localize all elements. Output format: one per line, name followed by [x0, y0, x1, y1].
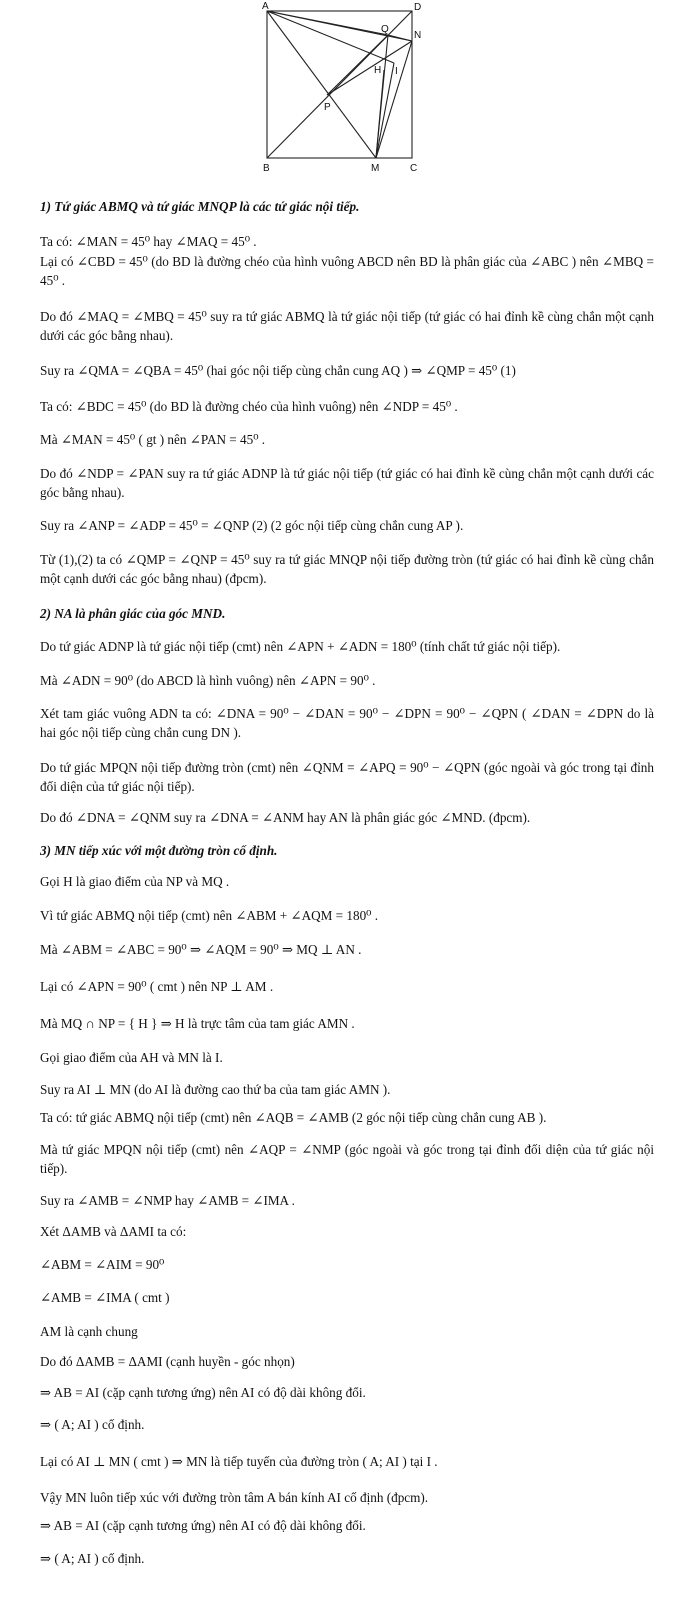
label-m: M: [371, 163, 380, 174]
segment-qn: [388, 35, 412, 41]
section-heading: 2) NA là phân giác của góc MND.: [40, 606, 226, 621]
segment-pn: [327, 41, 412, 95]
label-c: C: [410, 163, 418, 174]
paragraph-line: Lại có ∠APN = 90⁰ ( cmt ) nên NP ⊥ AM .: [40, 979, 274, 994]
paragraph-line: Mà ∠ADN = 90⁰ (do ABCD là hình vuông) nên ∠APN = 90⁰ .: [40, 673, 376, 688]
geometry-figure: [262, 0, 424, 178]
paragraph-line: Do đó ΔAMB = ΔAMI (cạnh huyền - góc nhọn): [40, 1354, 295, 1369]
paragraph-line: Ta có: ∠MAN = 45⁰ hay ∠MAQ = 45⁰ .: [40, 234, 257, 249]
paragraph-line: ⇒ AB = AI (cặp cạnh tương ứng) nên AI có độ dài không đổi.: [40, 1385, 366, 1400]
section-heading: 1) Tứ giác ABMQ và tứ giác MNQP là các tứ giác nội tiếp.: [40, 199, 360, 214]
paragraph-line: ∠AMB = ∠IMA ( cmt ): [40, 1290, 170, 1305]
paragraph-line: Ta có: ∠BDC = 45⁰ (do BD là đường chéo của hình vuông) nên ∠NDP = 45⁰ .: [40, 399, 458, 414]
paragraph-line: Suy ra ∠AMB = ∠NMP hay ∠AMB = ∠IMA .: [40, 1193, 295, 1208]
paragraph-line: Xét tam giác vuông ADN ta có: ∠DNA = 90⁰ − ∠DAN = 90⁰ − ∠DPN = 90⁰ − ∠QPN ( ∠DAN = ∠DPN do là hai góc nội tiếp cùng chắn cung DN ).: [40, 706, 654, 740]
paragraph-line: ⇒ ( A; AI ) cố định.: [40, 1417, 145, 1432]
paragraph-line: Vì tứ giác ABMQ nội tiếp (cmt) nên ∠ABM + ∠AQM = 180⁰ .: [40, 908, 379, 923]
paragraph-line: Do tứ giác ADNP là tứ giác nội tiếp (cmt) nên ∠APN + ∠ADN = 180⁰ (tính chất tứ giác nội tiếp).: [40, 639, 561, 654]
label-n: N: [414, 30, 422, 41]
label-q: Q: [381, 24, 389, 35]
paragraph-line: ⇒ ( A; AI ) cố định.: [40, 1551, 145, 1566]
paragraph-line: Do đó ∠DNA = ∠QNM suy ra ∠DNA = ∠ANM hay AN là phân giác góc ∠MND. (đpcm).: [40, 810, 531, 825]
label-d: D: [414, 2, 422, 13]
paragraph-line: AM là cạnh chung: [40, 1324, 138, 1339]
paragraph-line: Từ (1),(2) ta có ∠QMP = ∠QNP = 45⁰ suy ra tứ giác MNQP nội tiếp đường tròn (tứ giác có hai đỉnh kề cùng chắn một cạnh dưới các góc bằng nhau) (đpcm).: [40, 552, 654, 586]
paragraph-line: Do đó ∠MAQ = ∠MBQ = 45⁰ suy ra tứ giác ABMQ là tứ giác nội tiếp (tứ giác có hai đỉnh kề cùng chắn một cạnh dưới các góc bằng nhau).: [40, 309, 654, 343]
paragraph-line: Mà tứ giác MPQN nội tiếp (cmt) nên ∠AQP = ∠NMP (góc ngoài và góc trong tại đỉnh đối diện của tứ giác nội tiếp).: [40, 1142, 654, 1176]
paragraph-line: Gọi H là giao điểm của NP và MQ .: [40, 874, 230, 889]
paragraph-line: Do đó ∠NDP = ∠PAN suy ra tứ giác ADNP là tứ giác nội tiếp (tứ giác có hai đỉnh kề cùng chắn một cạnh dưới các góc bằng nhau).: [40, 466, 654, 500]
label-b: B: [263, 163, 270, 174]
paragraph-line: Mà ∠ABM = ∠ABC = 90⁰ ⇒ ∠AQM = 90⁰ ⇒ MQ ⊥ AN .: [40, 942, 362, 957]
paragraph-line: Lại có AI ⊥ MN ( cmt ) ⇒ MN là tiếp tuyến của đường tròn ( A; AI ) tại I .: [40, 1454, 438, 1469]
paragraph-line: ⇒ AB = AI (cặp cạnh tương ứng) nên AI có độ dài không đổi.: [40, 1518, 366, 1533]
label-h: H: [374, 65, 382, 76]
paragraph-line: Gọi giao điểm của AH và MN là I.: [40, 1050, 223, 1065]
label-i: I: [395, 66, 398, 77]
paragraph-line: Lại có ∠CBD = 45⁰ (do BD là đường chéo của hình vuông ABCD nên BD là phân giác của ∠ABC ) nên ∠MBQ = 45⁰ .: [40, 254, 654, 288]
paragraph-line: Mà MQ ∩ NP = { H } ⇒ H là trực tâm của tam giác AMN .: [40, 1016, 355, 1031]
paragraph-line: Suy ra AI ⊥ MN (do AI là đường cao thứ ba của tam giác AMN ).: [40, 1082, 391, 1097]
label-a: A: [262, 1, 269, 12]
segment-aq: [267, 11, 388, 35]
paragraph-line: ∠ABM = ∠AIM = 90⁰: [40, 1257, 165, 1272]
paragraph-line: Mà ∠MAN = 45⁰ ( gt ) nên ∠PAN = 45⁰ .: [40, 432, 266, 447]
paragraph-line: Ta có: tứ giác ABMQ nội tiếp (cmt) nên ∠AQB = ∠AMB (2 góc nội tiếp cùng chắn cung AB ).: [40, 1110, 547, 1125]
segment-mi: [376, 63, 394, 158]
paragraph-line: Suy ra ∠ANP = ∠ADP = 45⁰ = ∠QNP (2) (2 góc nội tiếp cùng chắn cung AP ).: [40, 518, 464, 533]
paragraph-line: Suy ra ∠QMA = ∠QBA = 45⁰ (hai góc nội tiếp cùng chắn cung AQ ) ⇒ ∠QMP = 45⁰ (1): [40, 363, 516, 378]
paragraph-line: Do tứ giác MPQN nội tiếp đường tròn (cmt) nên ∠QNM = ∠APQ = 90⁰ − ∠QPN (góc ngoài và góc trong tại đỉnh đối diện của tứ giác nội tiếp).: [40, 760, 654, 794]
paragraph-line: Vậy MN luôn tiếp xúc với đường tròn tâm A bán kính AI cố định (đpcm).: [40, 1490, 429, 1505]
section-heading: 3) MN tiếp xúc với một đường tròn cố định.: [40, 843, 278, 858]
label-p: P: [324, 102, 331, 113]
paragraph-line: Xét ΔAMB và ΔAMI ta có:: [40, 1224, 187, 1239]
